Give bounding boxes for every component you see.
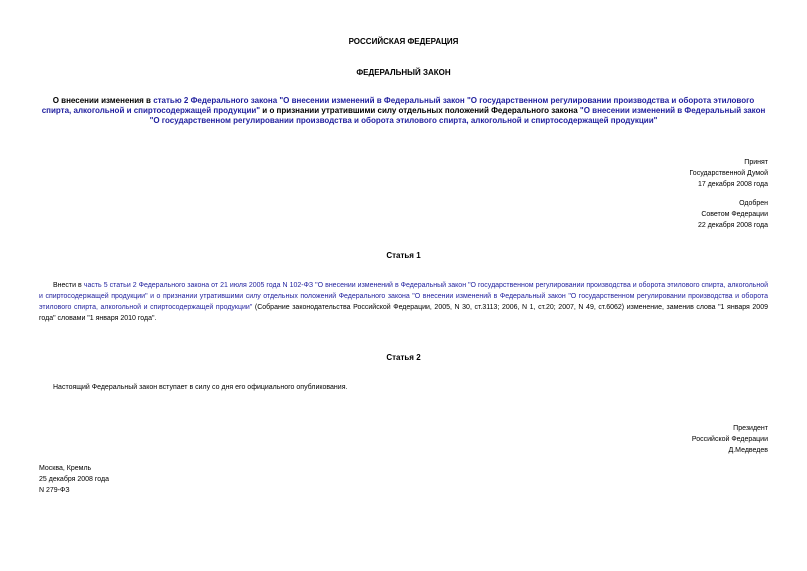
- place-city: Москва, Кремль: [39, 465, 92, 472]
- signature-country: Российской Федерации: [691, 436, 768, 443]
- law-number: N 279-ФЗ: [39, 487, 70, 494]
- approved-date: 22 декабря 2008 года: [697, 222, 768, 229]
- article2-text: Настоящий Федеральный закон вступает в силу со дня его официального опубликования.: [53, 384, 348, 391]
- title-link-article2[interactable]: статью 2 Федерального закона "О внесении изменений в Федеральный закон "О государственном регулировании производства и оборота этилового спирта, алкогольной и спиртосодержащей продукции": [41, 96, 755, 115]
- title-middle: и о признании утратившими силу отдельных положений Федерального закона: [260, 106, 580, 115]
- approved-label: Одобрен: [739, 200, 768, 207]
- signature-name: Д.Медведев: [728, 447, 768, 454]
- adopted-block: [689, 157, 768, 190]
- article1-prefix: Внести в: [53, 282, 84, 289]
- signature-block: [692, 423, 768, 456]
- article1-heading: Статья 1: [386, 251, 421, 260]
- document-title: [40, 96, 767, 126]
- article1-link[interactable]: часть 5 статьи 2 Федерального закона от 21 июля 2005 года N 102-ФЗ "О внесении изменений в Федеральный закон "О государственном регулировании производства и оборота этилового спирта, алкогольной и спиртосодержащей продукции" и о признании утратившими силу отдельных положений Федерального закона "О внесении изменений в Федеральный закон "О государственном регулировании производства и оборота этилового спирта, алкогольной и спиртосодержащей продукции": [39, 282, 769, 311]
- article1-text: [39, 280, 768, 324]
- adopted-label: Принят: [744, 159, 768, 166]
- signature-title: Президент: [733, 425, 768, 432]
- country-heading: РОССИЙСКАЯ ФЕДЕРАЦИЯ: [348, 37, 459, 46]
- adopted-date: 17 декабря 2008 года: [697, 181, 768, 188]
- place-block: [39, 463, 109, 496]
- adopted-body: Государственной Думой: [689, 170, 768, 177]
- doc-type-heading: ФЕДЕРАЛЬНЫЙ ЗАКОН: [356, 68, 451, 77]
- approved-body: Советом Федерации: [701, 211, 768, 218]
- article2-heading: Статья 2: [386, 353, 421, 362]
- article1-suffix: (Собрание законодательства Российской Федерации, 2005, N 30, ст.3113; 2006, N 1, ст.20; 2007, N 49, ст.6062) изменение, заменив слова "1 января 2009 года" словами "1 января 2010 года".: [39, 304, 768, 322]
- title-link-law[interactable]: "О внесении изменений в Федеральный закон "О государственном регулировании производства и оборота этилового спирта, алкогольной и спиртосодержащей продукции": [149, 106, 766, 125]
- place-date: 25 декабря 2008 года: [39, 476, 110, 483]
- title-prefix: О внесении изменения в: [52, 96, 154, 105]
- approved-block: [698, 198, 768, 231]
